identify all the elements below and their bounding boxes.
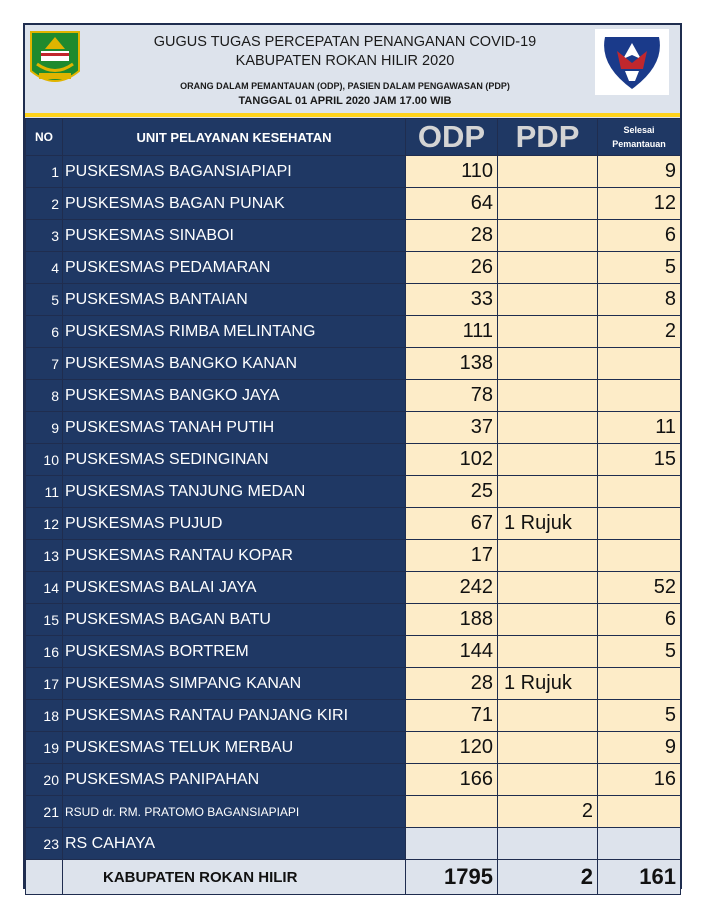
row-selesai: 9 [598,732,681,764]
row-no: 8 [26,380,63,412]
row-no: 18 [26,700,63,732]
row-selesai: 5 [598,636,681,668]
table-row [26,700,681,732]
row-pdp [498,284,598,316]
col-header-odp: ODP [406,119,498,156]
row-no: 17 [26,668,63,700]
row-unit-name: PUSKESMAS BAGAN BATU [63,604,406,636]
table-row [26,380,681,412]
row-unit-name: PUSKESMAS SIMPANG KANAN [63,668,406,700]
row-odp: 138 [406,348,498,380]
row-selesai: 9 [598,156,681,188]
table-row [26,764,681,796]
row-selesai [598,796,681,828]
col-header-selesai [598,119,681,156]
row-no: 2 [26,188,63,220]
row-unit-name: PUSKESMAS PEDAMARAN [63,252,406,284]
row-unit-name: PUSKESMAS RIMBA MELINTANG [63,316,406,348]
row-unit-name: PUSKESMAS SEDINGINAN [63,444,406,476]
total-pdp: 2 [498,860,598,895]
total-no [26,860,63,895]
row-no: 5 [26,284,63,316]
row-no: 13 [26,540,63,572]
row-no: 3 [26,220,63,252]
header-divider [25,113,680,117]
row-odp: 17 [406,540,498,572]
row-selesai: 8 [598,284,681,316]
row-pdp [498,700,598,732]
row-pdp [498,444,598,476]
row-no: 14 [26,572,63,604]
row-odp: 64 [406,188,498,220]
row-unit-name: PUSKESMAS TANJUNG MEDAN [63,476,406,508]
table-row [26,636,681,668]
row-selesai [598,828,681,860]
row-odp: 102 [406,444,498,476]
row-odp: 71 [406,700,498,732]
row-no: 7 [26,348,63,380]
row-no: 4 [26,252,63,284]
row-no: 9 [26,412,63,444]
row-selesai: 6 [598,220,681,252]
row-selesai [598,540,681,572]
table-header-row [26,119,681,156]
row-unit-name: PUSKESMAS RANTAU KOPAR [63,540,406,572]
row-odp: 166 [406,764,498,796]
row-odp: 78 [406,380,498,412]
row-pdp [498,156,598,188]
table-row [26,796,681,828]
row-pdp [498,476,598,508]
row-selesai: 15 [598,444,681,476]
row-odp: 37 [406,412,498,444]
row-pdp [498,252,598,284]
report-header [25,25,680,118]
row-odp: 120 [406,732,498,764]
row-pdp [498,604,598,636]
odp-pdp-table [25,118,681,895]
row-no: 21 [26,796,63,828]
row-unit-name: PUSKESMAS BORTREM [63,636,406,668]
table-row [26,732,681,764]
row-odp [406,828,498,860]
row-no: 1 [26,156,63,188]
row-odp: 242 [406,572,498,604]
row-no: 11 [26,476,63,508]
row-selesai: 5 [598,700,681,732]
row-selesai: 5 [598,252,681,284]
header-title-line2: KABUPATEN ROKAN HILIR 2020 [235,53,455,69]
table-row [26,476,681,508]
table-row [26,220,681,252]
header-date: TANGGAL 01 APRIL 2020 JAM 17.00 WIB [238,95,452,107]
row-selesai: 12 [598,188,681,220]
row-pdp [498,380,598,412]
table-row [26,604,681,636]
row-unit-name: RSUD dr. RM. PRATOMO BAGANSIAPIAPI [63,796,406,828]
row-unit-name: PUSKESMAS PANIPAHAN [63,764,406,796]
row-no: 10 [26,444,63,476]
row-odp: 188 [406,604,498,636]
row-selesai: 16 [598,764,681,796]
table-row [26,284,681,316]
col-header-selesai-line1: Selesai [623,125,655,135]
row-no: 23 [26,828,63,860]
row-no: 20 [26,764,63,796]
row-pdp [498,764,598,796]
table-row [26,156,681,188]
row-pdp [498,220,598,252]
row-odp: 110 [406,156,498,188]
row-selesai [598,508,681,540]
row-odp: 144 [406,636,498,668]
col-header-unit: UNIT PELAYANAN KESEHATAN [63,119,406,156]
row-selesai: 6 [598,604,681,636]
row-unit-name: PUSKESMAS PUJUD [63,508,406,540]
col-header-no: NO [26,119,63,156]
row-no: 12 [26,508,63,540]
total-label: KABUPATEN ROKAN HILIR [63,860,406,895]
row-unit-name: PUSKESMAS BALAI JAYA [63,572,406,604]
total-odp: 1795 [406,860,498,895]
row-pdp [498,732,598,764]
row-unit-name: PUSKESMAS SINABOI [63,220,406,252]
table-row [26,412,681,444]
row-selesai: 11 [598,412,681,444]
row-selesai: 2 [598,316,681,348]
table-row [26,348,681,380]
row-pdp [498,636,598,668]
row-unit-name: PUSKESMAS BANGKO KANAN [63,348,406,380]
row-odp: 26 [406,252,498,284]
col-header-selesai-line2: Pemantauan [612,139,666,149]
rokan-hilir-emblem-icon [27,29,83,89]
row-pdp [498,828,598,860]
row-selesai [598,380,681,412]
row-odp: 111 [406,316,498,348]
row-selesai [598,476,681,508]
row-no: 6 [26,316,63,348]
table-row [26,828,681,860]
row-pdp: 1 Rujuk [498,508,598,540]
table-row [26,188,681,220]
table-row [26,444,681,476]
row-pdp [498,540,598,572]
table-row [26,316,681,348]
row-pdp: 1 Rujuk [498,668,598,700]
row-odp: 67 [406,508,498,540]
col-header-pdp: PDP [498,119,598,156]
row-selesai: 52 [598,572,681,604]
row-pdp [498,188,598,220]
row-pdp [498,572,598,604]
row-unit-name: PUSKESMAS BAGANSIAPIAPI [63,156,406,188]
row-unit-name: PUSKESMAS RANTAU PANJANG KIRI [63,700,406,732]
table-body [26,156,681,895]
row-unit-name: RS CAHAYA [63,828,406,860]
row-odp: 28 [406,220,498,252]
row-odp [406,796,498,828]
row-unit-name: PUSKESMAS TANAH PUTIH [63,412,406,444]
row-pdp [498,412,598,444]
table-row [26,540,681,572]
total-row [26,860,681,895]
total-selesai: 161 [598,860,681,895]
row-odp: 33 [406,284,498,316]
row-no: 16 [26,636,63,668]
table-row [26,572,681,604]
row-odp: 25 [406,476,498,508]
table-row [26,252,681,284]
row-pdp [498,348,598,380]
covid19-task-force-logo-icon [595,29,669,95]
row-unit-name: PUSKESMAS BANGKO JAYA [63,380,406,412]
header-subtitle: ORANG DALAM PEMANTAUAN (ODP), PASIEN DALAM PENGAWASAN (PDP) [180,81,510,91]
row-selesai [598,668,681,700]
row-no: 15 [26,604,63,636]
row-pdp [498,316,598,348]
row-pdp: 2 [498,796,598,828]
table-row [26,668,681,700]
report-frame [23,23,682,889]
row-odp: 28 [406,668,498,700]
row-unit-name: PUSKESMAS BANTAIAN [63,284,406,316]
row-unit-name: PUSKESMAS BAGAN PUNAK [63,188,406,220]
header-title-line1: GUGUS TUGAS PERCEPATAN PENANGANAN COVID-19 [153,34,537,50]
row-unit-name: PUSKESMAS TELUK MERBAU [63,732,406,764]
row-no: 19 [26,732,63,764]
table-row [26,508,681,540]
row-selesai [598,348,681,380]
